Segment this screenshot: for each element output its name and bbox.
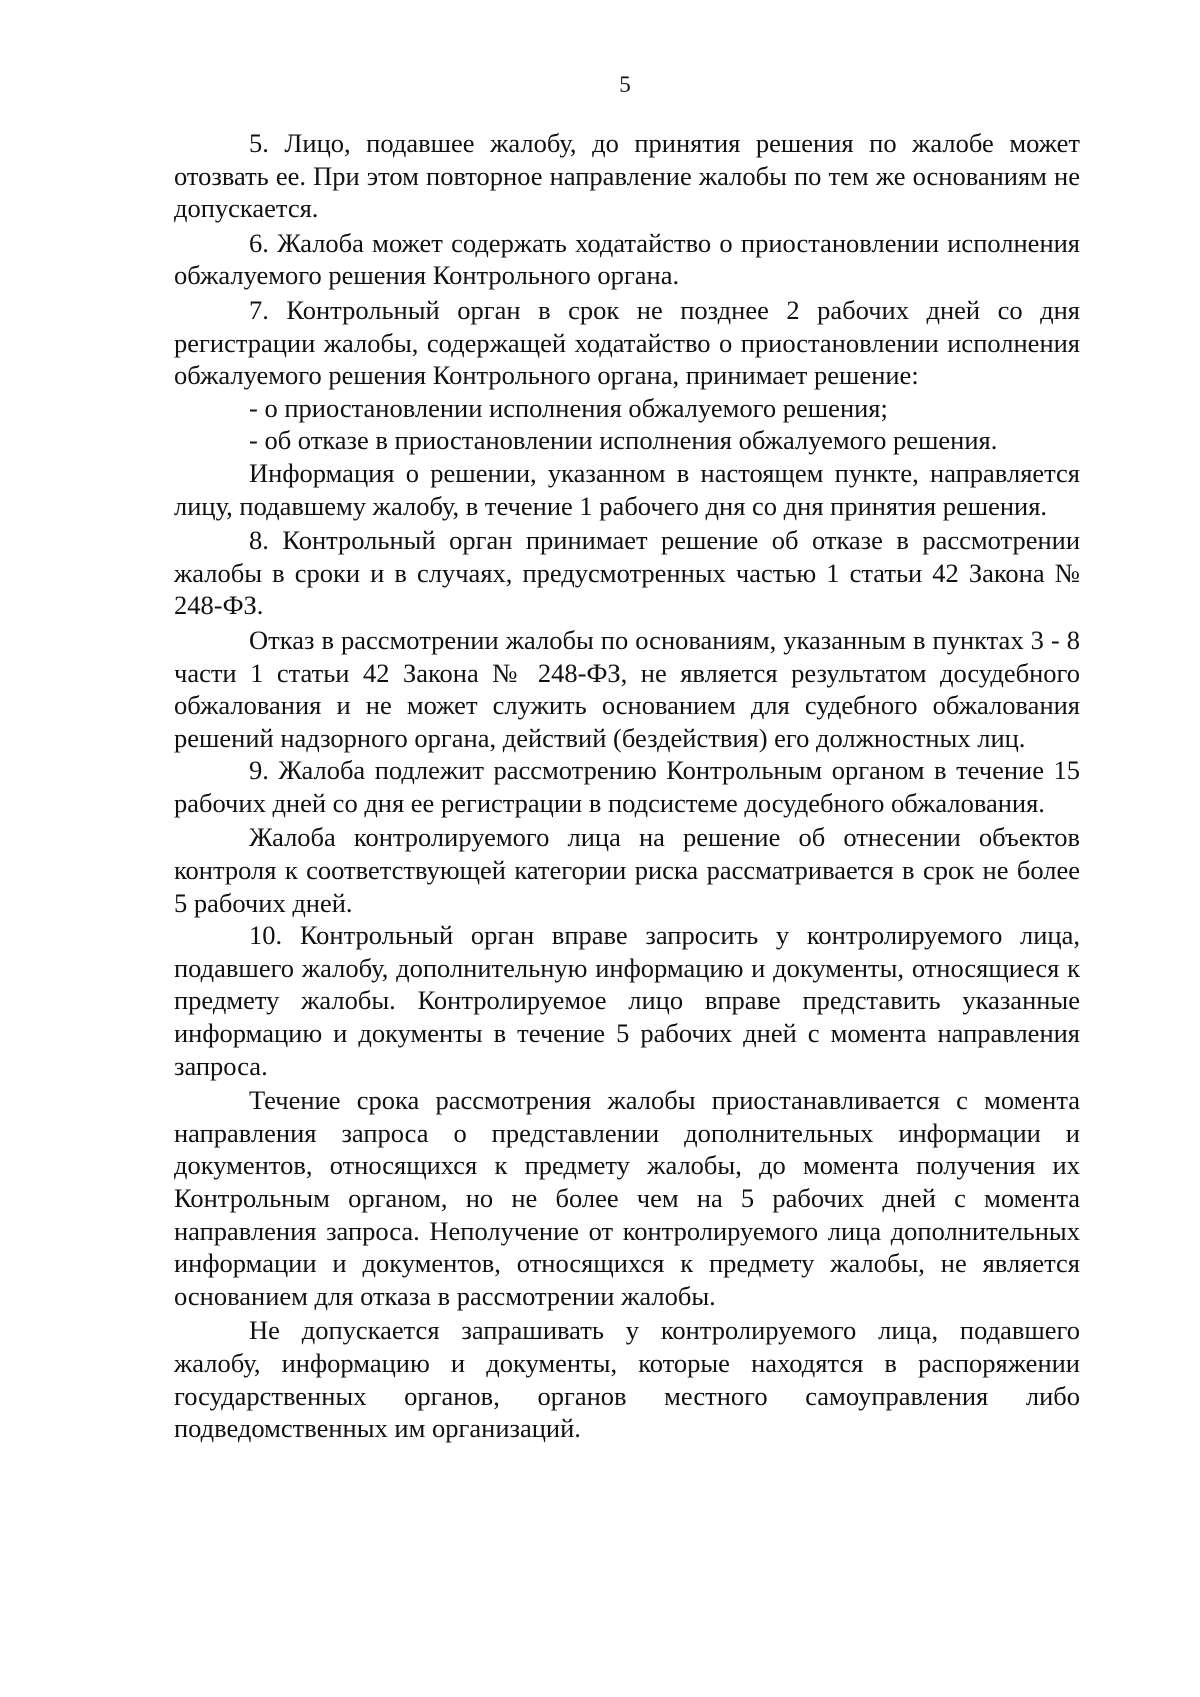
paragraph-item-7: 7. Контрольный орган в срок не позднее 2 рабочих дней со дня регистрации жалобы, содержащей ходатайство о приостановлении исполнения обжалуемого решения Контрольного органа, принимает решение: — [174, 294, 1080, 391]
list-item-suspension: - о приостановлении исполнения обжалуемого решения; — [249, 392, 888, 423]
paragraph-item-8: 8. Контрольный орган принимает решение об отказе в рассмотрении жалобы в сроки и в случаях, предусмотренных частью 1 статьи 42 Закона № 248-ФЗ. — [174, 525, 1080, 621]
page-number: 5 — [619, 72, 631, 97]
paragraph-risk-category: Жалоба контролируемого лица на решение об отнесении объектов контроля к соответствующей категории риска рассматривается в срок не более 5 рабочих дней. — [174, 822, 1080, 918]
paragraph-item-5: 5. Лицо, подавшее жалобу, до принятия решения по жалобе может отозвать ее. При этом повторное направление жалобы по тем же основаниям не допускается. — [174, 128, 1080, 224]
paragraph-item-6: 6. Жалоба может содержать ходатайство о приостановлении исполнения обжалуемого решения Контрольного органа. — [174, 227, 1080, 291]
paragraph-term-suspension: Течение срока рассмотрения жалобы приостанавливается с момента направления запроса о представлении дополнительных информации и документов, относящихся к предмету жалобы, до момента получения их Контрольным органом, но не более чем на 5 рабочих дней с момента направления запроса. Неполучение от контролируемого лица дополнительных информации и документов, относящихся к предмету жалобы, не является основанием для отказа в рассмотрении жалобы. — [174, 1085, 1080, 1311]
paragraph-item-10: 10. Контрольный орган вправе запросить у контролируемого лица, подавшего жалобу, дополнительную информацию и документы, относящиеся к предмету жалобы. Контролируемое лицо вправе представить указанные информацию и документы в течение 5 рабочих дней с момента направления запроса. — [174, 920, 1080, 1081]
paragraph-decision-notice: Информация о решении, указанном в настоящем пункте, направляется лицу, подавшему жалобу, в течение 1 рабочего дня со дня принятия решения. — [174, 457, 1080, 521]
paragraph-request-restriction: Не допускается запрашивать у контролируемого лица, подавшего жалобу, информацию и документы, которые находятся в распоряжении государственных органов, органов местного самоуправления либо подведомственных им организаций. — [174, 1315, 1080, 1444]
list-item-refusal: - об отказе в приостановлении исполнения обжалуемого решения. — [249, 425, 998, 456]
paragraph-refusal-grounds: Отказ в рассмотрении жалобы по основаниям, указанным в пунктах 3 - 8 части 1 статьи 42 Закона № 248-ФЗ, не является результатом досудебного обжалования и не может служить основанием для судебного обжалования решений надзорного органа, действий (бездействия) его должностных лиц. — [174, 624, 1080, 753]
paragraph-item-9: 9. Жалоба подлежит рассмотрению Контрольным органом в течение 15 рабочих дней со дня ее регистрации в подсистеме досудебного обжалования. — [174, 755, 1080, 818]
document-body — [174, 127, 1080, 1445]
